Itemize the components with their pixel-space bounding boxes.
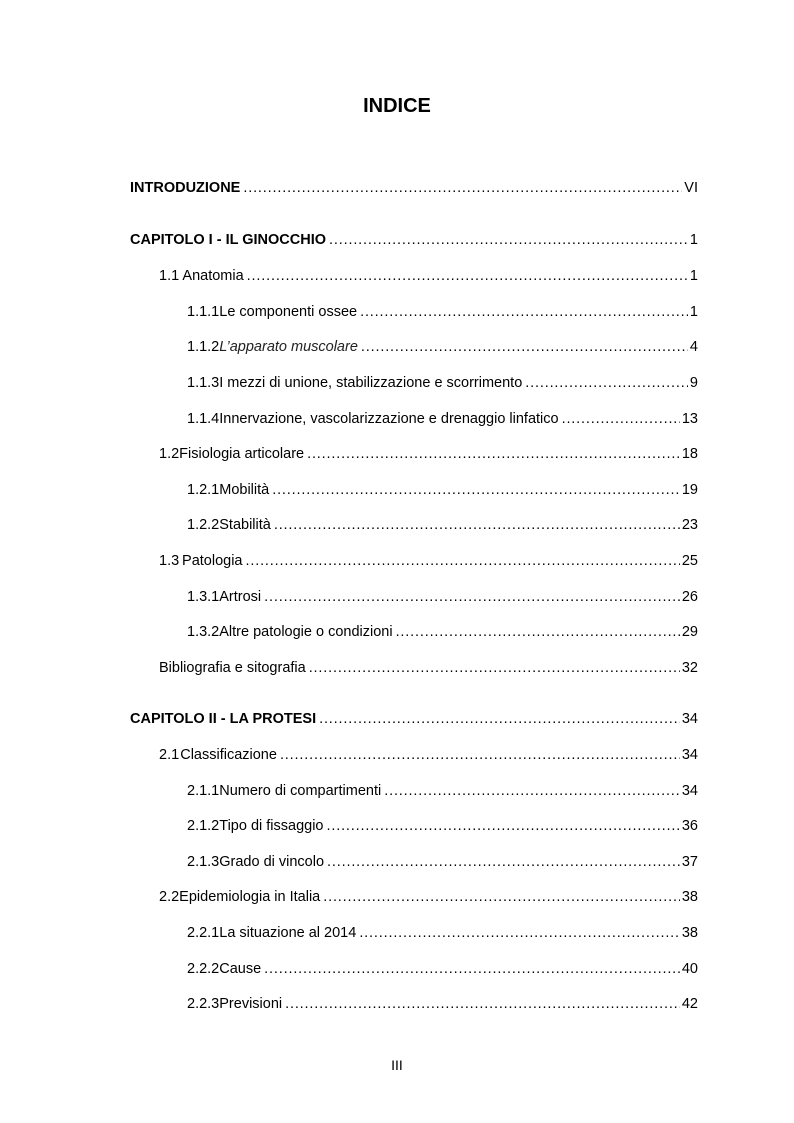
toc-entry-label: Previsioni: [219, 996, 283, 1012]
toc-entry-label: La situazione al 2014: [219, 925, 357, 941]
toc-entry-page: 13: [681, 411, 698, 427]
toc-entry-number: 1.3.2: [187, 624, 220, 640]
toc-entry-1-2-2[interactable]: [187, 517, 698, 539]
toc-entry-2-1-3[interactable]: [187, 854, 698, 876]
toc-entry-number: 2.2.2: [187, 961, 220, 977]
toc-entry-label: Stabilità: [219, 517, 271, 533]
toc-entry-page: 38: [681, 889, 698, 905]
toc-entry-number: 2.2.1: [187, 925, 220, 941]
toc-entry-label: Bibliografia e sitografia: [159, 660, 306, 676]
toc-entry-label: Le componenti ossee: [219, 304, 358, 320]
toc-entry-number: 1.1.3: [187, 375, 220, 391]
dot-leader: [361, 339, 688, 355]
toc-entry-label: Tipo di fissaggio: [219, 818, 324, 834]
toc-entry-1-1[interactable]: [159, 268, 698, 290]
toc-entry-label: Cause: [219, 961, 262, 977]
toc-entry-label: Fisiologia articolare: [179, 446, 305, 462]
toc-entry-number: 1.2.1: [187, 482, 220, 498]
dot-leader: [360, 304, 688, 320]
dot-leader: [327, 854, 680, 870]
toc-entry-page: 34: [681, 783, 698, 799]
page-title: INDICE: [363, 95, 431, 117]
toc-entry-2-2-3[interactable]: [187, 996, 698, 1018]
dot-leader: [264, 589, 680, 605]
toc-entry-1-1-3[interactable]: [187, 375, 698, 397]
toc-entry-number: 2.2.3: [187, 996, 220, 1012]
toc-entry-label: Mobilità: [219, 482, 270, 498]
toc-entry-1-1-4[interactable]: [187, 411, 698, 433]
dot-leader: [243, 180, 682, 196]
toc-entry-number: 1.2: [159, 446, 180, 462]
dot-leader: [327, 818, 680, 834]
toc-entry-number: 1.1.2: [187, 339, 220, 355]
dot-leader: [285, 996, 680, 1012]
dot-leader: [309, 660, 680, 676]
toc-entry-number: 2.1.2: [187, 818, 220, 834]
toc-entry-1-1-2[interactable]: [187, 339, 698, 361]
toc-entry-label: CAPITOLO II - LA PROTESI: [130, 711, 317, 727]
dot-leader: [274, 517, 680, 533]
toc-entry-1-1-1[interactable]: [187, 304, 698, 326]
toc-entry-capitolo-1[interactable]: [130, 232, 698, 254]
dot-leader: [323, 889, 680, 905]
toc-entry-1-3-2[interactable]: [187, 624, 698, 646]
toc-entry-page: 34: [681, 711, 698, 727]
toc-entry-label: Classificazione: [180, 747, 277, 763]
toc-entry-page: 1: [689, 268, 698, 284]
toc-entry-number: 2.1.1: [187, 783, 220, 799]
dot-leader: [525, 375, 688, 391]
toc-entry-label: Artrosi: [219, 589, 262, 605]
dot-leader: [246, 553, 680, 569]
toc-entry-label: I mezzi di unione, stabilizzazione e scorrimento: [219, 375, 523, 391]
toc-entry-1-3[interactable]: [159, 553, 698, 575]
toc-entry-2-2[interactable]: [159, 889, 698, 911]
toc-entry-2-1-2[interactable]: [187, 818, 698, 840]
page-number: III: [391, 1057, 403, 1073]
dot-leader: [396, 624, 680, 640]
toc-entry-1-2[interactable]: [159, 446, 698, 468]
toc-entry-number: 1.2.2: [187, 517, 220, 533]
toc-entry-label: INTRODUZIONE: [130, 180, 241, 196]
toc-entry-1-3-1[interactable]: [187, 589, 698, 611]
dot-leader: [562, 411, 680, 427]
toc-entry-page: 4: [689, 339, 698, 355]
dot-leader: [264, 961, 680, 977]
dot-leader: [272, 482, 680, 498]
dot-leader: [359, 925, 680, 941]
toc-entry-page: 29: [681, 624, 698, 640]
toc-entry-page: 37: [681, 854, 698, 870]
toc-entry-label: Numero di compartimenti: [219, 783, 382, 799]
toc-entry-number: 1.1.1: [187, 304, 220, 320]
toc-entry-page: 19: [681, 482, 698, 498]
toc-entry-page: 1: [689, 232, 698, 248]
toc-entry-page: 18: [681, 446, 698, 462]
toc-entry-page: 9: [689, 375, 698, 391]
toc-entry-page: 26: [681, 589, 698, 605]
toc-entry-2-2-1[interactable]: [187, 925, 698, 947]
toc-entry-page: 38: [681, 925, 698, 941]
toc-entry-number: 2.2: [159, 889, 180, 905]
dot-leader: [280, 747, 680, 763]
toc-entry-label: Anatomia: [182, 268, 244, 284]
toc-entry-label: Altre patologie o condizioni: [219, 624, 393, 640]
toc-entry-page: VI: [684, 180, 698, 196]
toc-entry-number: 1.3.1: [187, 589, 220, 605]
toc-entry-number: 2.1: [159, 747, 180, 763]
toc-entry-page: 42: [681, 996, 698, 1012]
toc-entry-page: 23: [681, 517, 698, 533]
dot-leader: [319, 711, 680, 727]
toc-entry-2-1[interactable]: [159, 747, 698, 769]
toc-entry-page: 34: [681, 747, 698, 763]
toc-entry-number: 1.1.4: [187, 411, 220, 427]
toc-entry-page: 25: [681, 553, 698, 569]
dot-leader: [247, 268, 688, 284]
toc-entry-2-1-1[interactable]: [187, 783, 698, 805]
dot-leader: [307, 446, 680, 462]
toc-entry-label: Grado di vincolo: [219, 854, 325, 870]
toc-entry-label: CAPITOLO I - IL GINOCCHIO: [130, 232, 327, 248]
toc-entry-bibliografia[interactable]: [159, 660, 698, 682]
toc-entry-number: 1.1: [159, 268, 180, 284]
toc-entry-number: 1.3: [159, 553, 180, 569]
toc-entry-capitolo-2[interactable]: [130, 711, 698, 733]
toc-entry-page: 36: [681, 818, 698, 834]
toc-entry-1-2-1[interactable]: [187, 482, 698, 504]
toc-entry-label: Innervazione, vascolarizzazione e drenaggio linfatico: [219, 411, 559, 427]
toc-entry-page: 1: [689, 304, 698, 320]
dot-leader: [329, 232, 688, 248]
toc-entry-2-2-2[interactable]: [187, 961, 698, 983]
toc-entry-label: Epidemiologia in Italia: [179, 889, 321, 905]
toc-entry-label: L’apparato muscolare: [219, 339, 358, 355]
toc-entry-page: 32: [681, 660, 698, 676]
toc-entry-page: 40: [681, 961, 698, 977]
toc-entry-introduzione[interactable]: [130, 180, 698, 202]
dot-leader: [384, 783, 680, 799]
toc-entry-number: 2.1.3: [187, 854, 220, 870]
toc-entry-label: Patologia: [182, 553, 243, 569]
